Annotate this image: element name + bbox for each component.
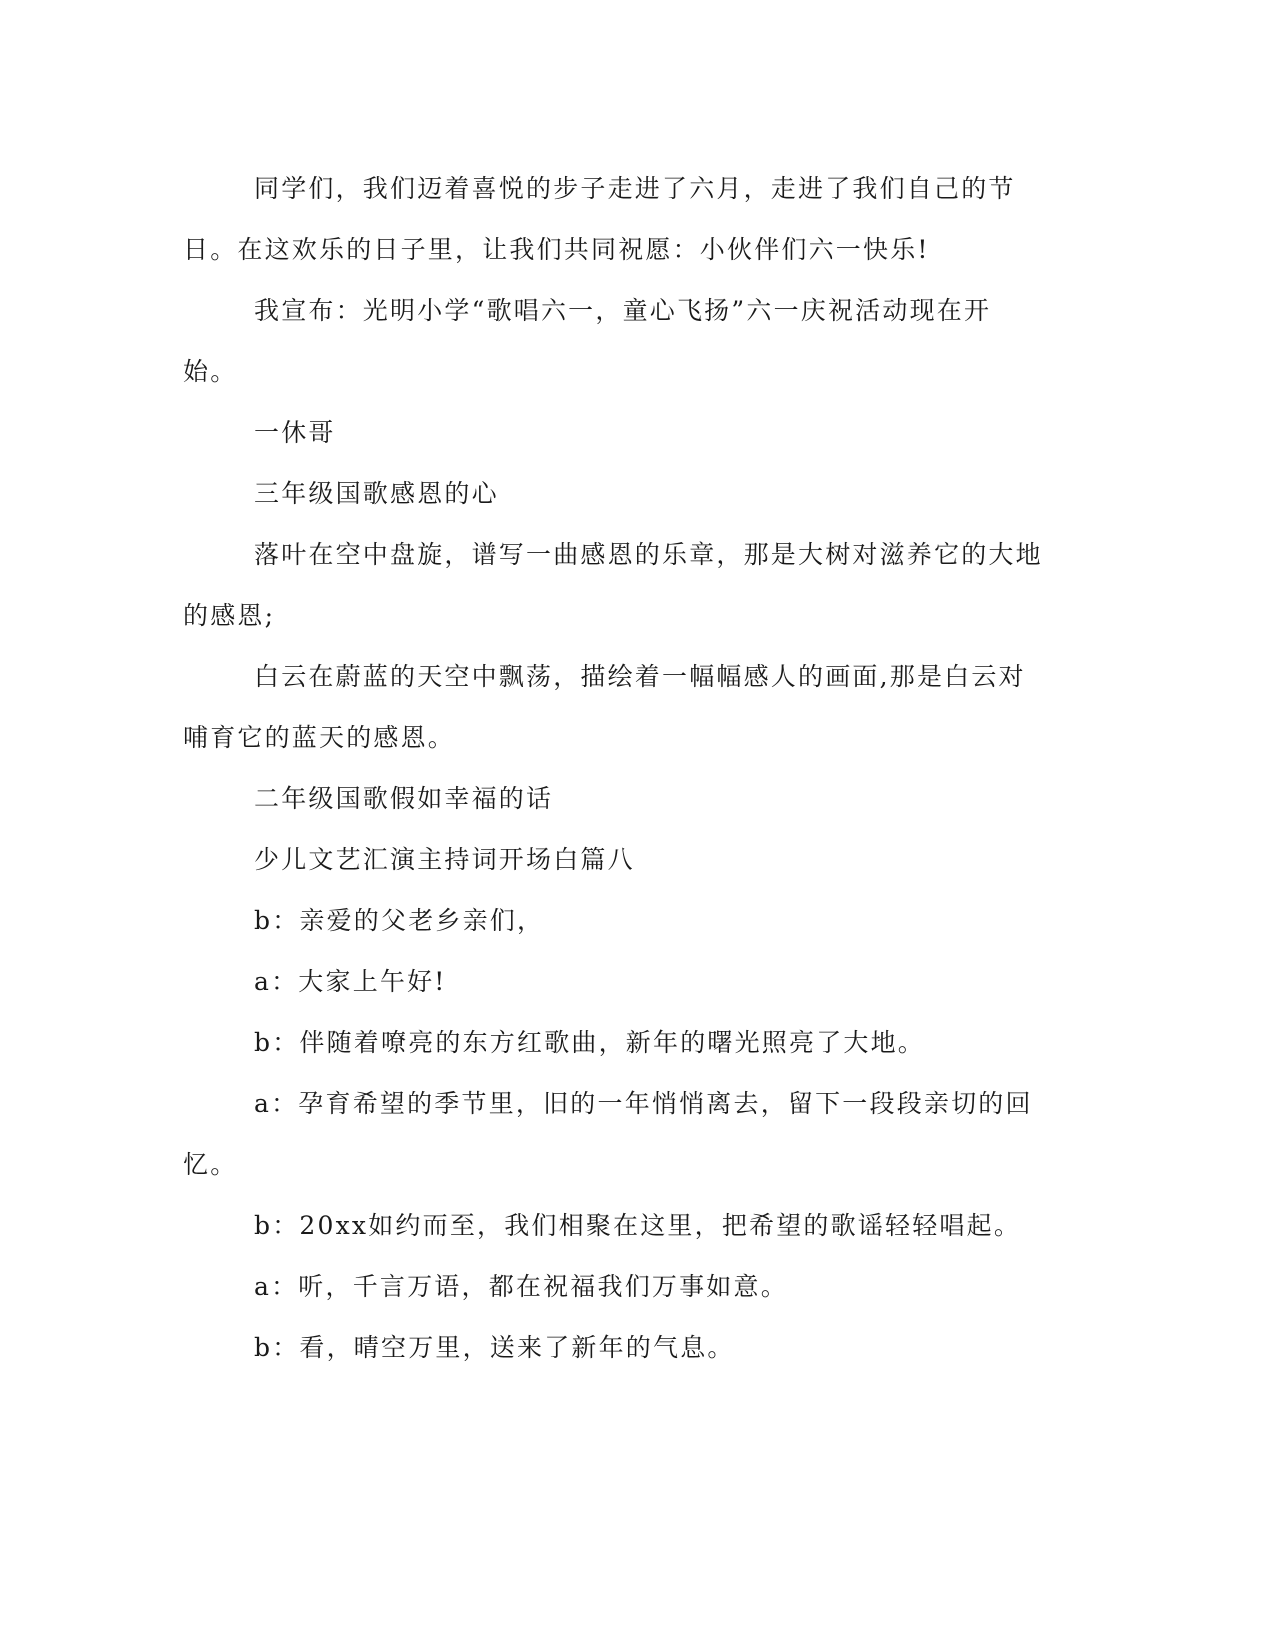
paragraph-opening-greeting: 同学们，我们迈着喜悦的步子走进了六月，走进了我们自己的节日。在这欢乐的日子里，让我们共同祝愿：小伙伴们六一快乐! — [183, 174, 1016, 264]
dialogue-line: a：大家上午好! — [254, 967, 447, 996]
paragraph-announcement: 我宣布：光明小学“歌唱六一，童心飞扬”六一庆祝活动现在开始。 — [183, 296, 992, 386]
document-body — [183, 158, 1043, 1378]
dialogue-line: a：听，千言万语，都在祝福我们万事如意。 — [254, 1272, 788, 1301]
paragraph-grade2-song: 二年级国歌假如幸福的话 — [254, 784, 554, 813]
dialogue-line: a：孕育希望的季节里，旧的一年悄悄离去，留下一段段亲切的回忆。 — [183, 1089, 1033, 1179]
paragraph-clouds-gratitude: 白云在蔚蓝的天空中飘荡，描绘着一幅幅感人的画面,那是白云对哺育它的蓝天的感恩。 — [183, 662, 1026, 752]
dialogue-line: b：伴随着嘹亮的东方红歌曲，新年的曙光照亮了大地。 — [254, 1028, 926, 1057]
paragraph-performer-name: 一休哥 — [254, 418, 336, 447]
paragraph-leaves-gratitude: 落叶在空中盘旋，谱写一曲感恩的乐章，那是大树对滋养它的大地的感恩; — [183, 540, 1043, 630]
dialogue-line: b：亲爱的父老乡亲们， — [254, 906, 545, 935]
dialogue-line: b：看，晴空万里，送来了新年的气息。 — [254, 1333, 735, 1362]
paragraph-section-heading: 少儿文艺汇演主持词开场白篇八 — [254, 845, 635, 874]
dialogue-line: b：20xx如约而至，我们相聚在这里，把希望的歌谣轻轻唱起。 — [254, 1211, 1022, 1240]
paragraph-grade3-song: 三年级国歌感恩的心 — [254, 479, 499, 508]
